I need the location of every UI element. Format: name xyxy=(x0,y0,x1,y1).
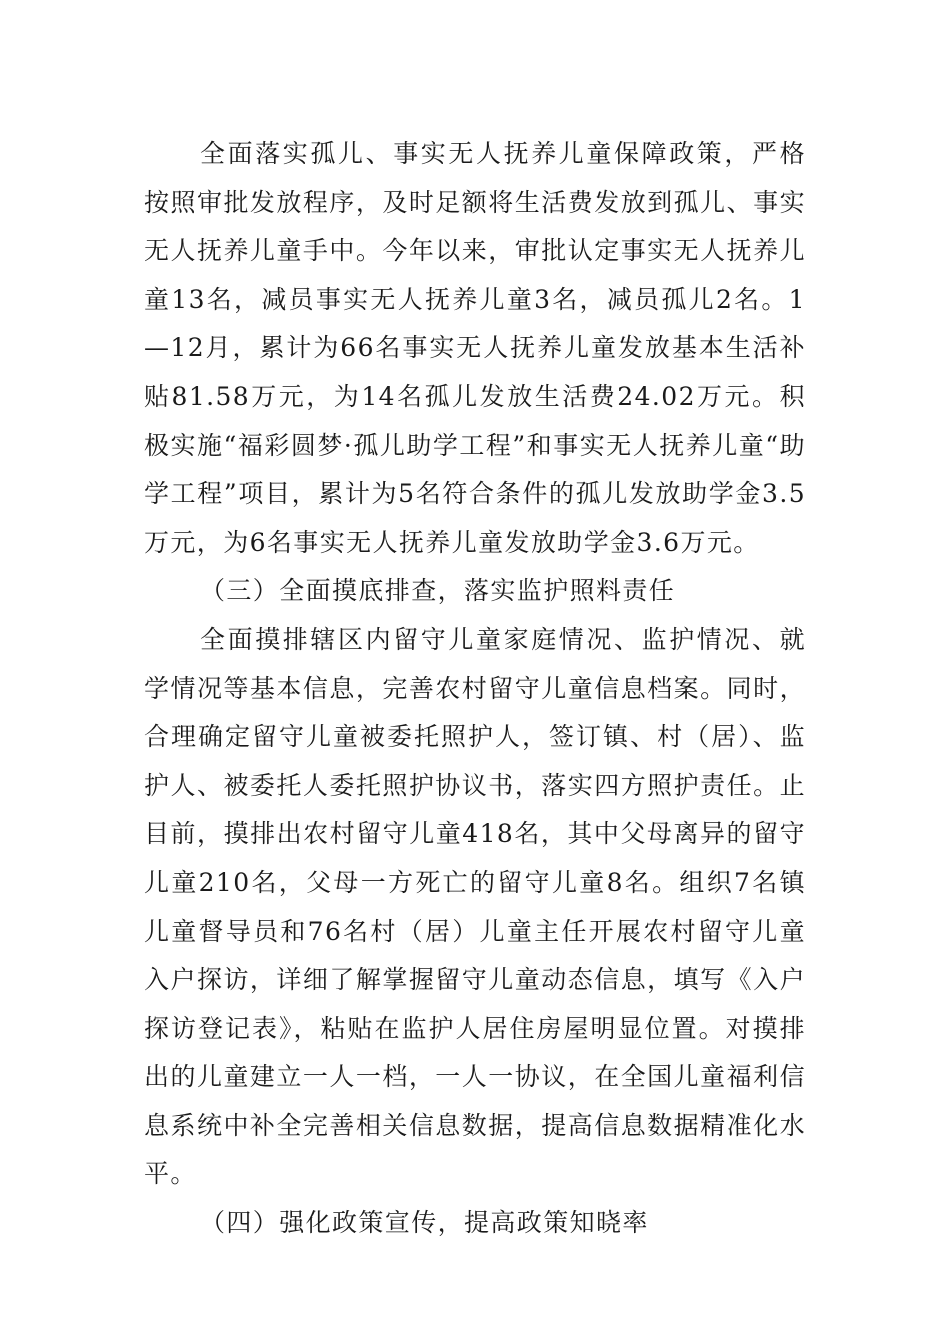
document-body xyxy=(144,130,806,1248)
paragraph-left-behind-children: 全面摸排辖区内留守儿童家庭情况、监护情况、就学情况等基本信息，完善农村留守儿童信息档案。同时，合理确定留守儿童被委托照护人，签订镇、村（居）、监护人、被委托人委托照护协议书，落实四方照护责任。止目前，摸排出农村留守儿童418名，其中父母离异的留守儿童210名，父母一方死亡的留守儿童8名。组织7名镇儿童督导员和76名村（居）儿童主任开展农村留守儿童入户探访，详细了解掌握留守儿童动态信息，填写《入户探访登记表》，粘贴在监护人居住房屋明显位置。对摸排出的儿童建立一人一档，一人一协议，在全国儿童福利信息系统中补全完善相关信息数据，提高信息数据精准化水平。 xyxy=(144,624,806,1189)
section-heading-4: （四）强化政策宣传，提高政策知晓率 xyxy=(200,1208,649,1238)
section-heading-3: （三）全面摸底排查，落实监护照料责任 xyxy=(200,576,676,606)
paragraph-orphan-support: 全面落实孤儿、事实无人抚养儿童保障政策，严格按照审批发放程序，及时足额将生活费发放到孤儿、事实无人抚养儿童手中。今年以来，审批认定事实无人抚养儿童13名，减员事实无人抚养儿童3名，减员孤儿2名。1—12月，累计为66名事实无人抚养儿童发放基本生活补贴81.58万元，为14名孤儿发放生活费24.02万元。积极实施“福彩圆梦·孤儿助学工程”和事实无人抚养儿童“助学工程”项目，累计为5名符合条件的孤儿发放助学金3.5万元，为6名事实无人抚养儿童发放助学金3.6万元。 xyxy=(144,139,806,557)
